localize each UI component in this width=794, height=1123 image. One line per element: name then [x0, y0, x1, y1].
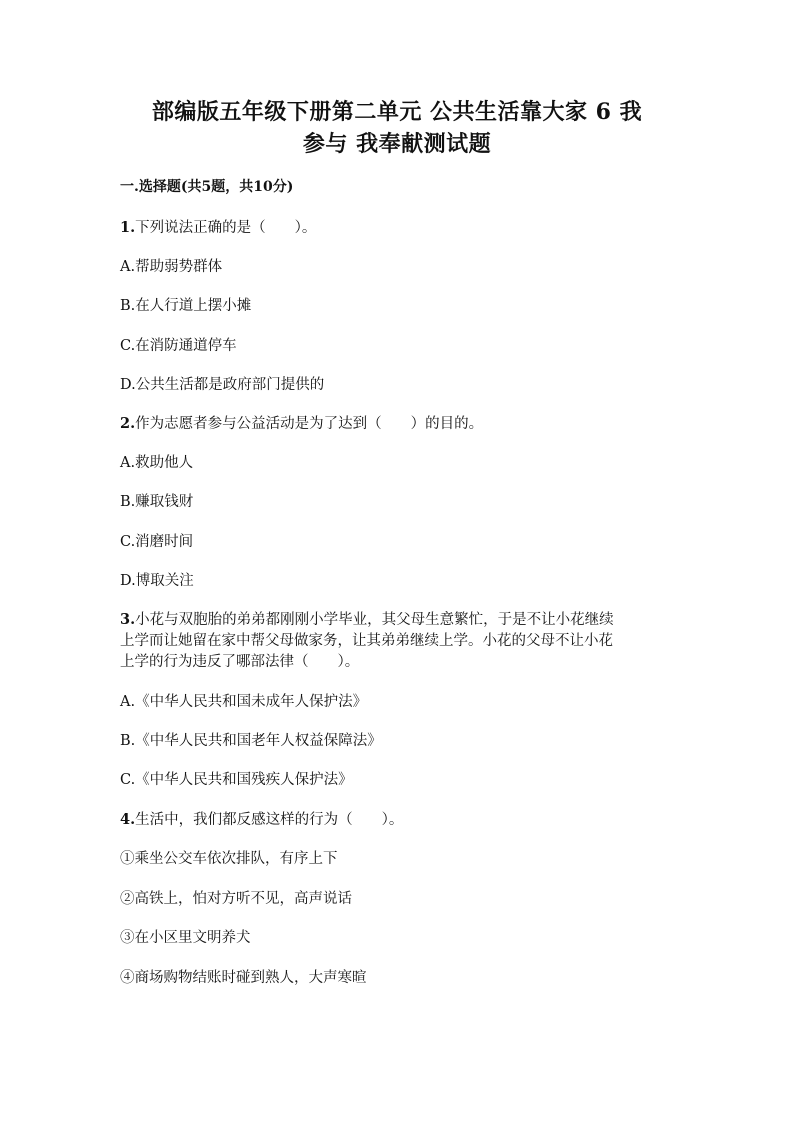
question-2-option-d: D.博取关注	[120, 573, 194, 589]
question-1-number: 1.	[120, 219, 136, 236]
question-3-option-a: A.《中华人民共和国未成年人保护法》	[120, 694, 368, 710]
question-1-option-d: D.公共生活都是政府部门提供的	[120, 377, 325, 393]
document-title-line-2: 参与 我奉献测试题	[302, 131, 492, 157]
question-4-option-3: ③在小区里文明养犬	[120, 930, 251, 946]
question-3-stem-line-3: 上学的行为违反了哪部法律（ ）。	[120, 654, 360, 670]
document-title-line-1: 部编版五年级下册第二单元 公共生活靠大家 6 我	[151, 99, 643, 125]
question-4-option-2: ②高铁上，怕对方听不见，高声说话	[120, 891, 352, 907]
question-2-stem-text: 作为志愿者参与公益活动是为了达到（ ）的目的。	[135, 416, 484, 432]
question-1-option-b: B.在人行道上摆小摊	[120, 298, 252, 314]
section-heading: 一.选择题(共5题，共10分)	[120, 179, 294, 195]
question-3-stem-text-1: 小花与双胞胎的弟弟都刚刚小学毕业，其父母生意繁忙，于是不让小花继续	[135, 612, 614, 628]
question-4-stem-text: 生活中，我们都反感这样的行为（ ）。	[135, 812, 404, 828]
question-4-number: 4.	[120, 811, 136, 828]
question-1-option-a: A.帮助弱势群体	[120, 259, 223, 275]
question-2-option-b: B.赚取钱财	[120, 494, 194, 510]
question-1-stem-text: 下列说法正确的是（ ）。	[135, 220, 317, 236]
question-2-number: 2.	[120, 415, 136, 432]
question-2-stem	[120, 414, 680, 434]
question-2-option-a: A.救助他人	[120, 455, 194, 471]
question-3-option-b: B.《中华人民共和国老年人权益保障法》	[120, 733, 382, 749]
question-3-stem-line-1	[120, 610, 680, 630]
question-1-option-c: C.在消防通道停车	[120, 338, 237, 354]
question-1-stem	[120, 218, 680, 238]
question-3-stem-line-2: 上学而让她留在家中帮父母做家务，让其弟弟继续上学。小花的父母不让小花	[120, 633, 613, 649]
question-4-stem	[120, 810, 680, 830]
question-3-option-c: C.《中华人民共和国残疾人保护法》	[120, 772, 353, 788]
question-3-number: 3.	[120, 611, 136, 628]
question-4-option-4: ④商场购物结账时碰到熟人，大声寒暄	[120, 970, 367, 986]
question-2-option-c: C.消磨时间	[120, 534, 194, 550]
question-4-option-1: ①乘坐公交车依次排队，有序上下	[120, 851, 338, 867]
